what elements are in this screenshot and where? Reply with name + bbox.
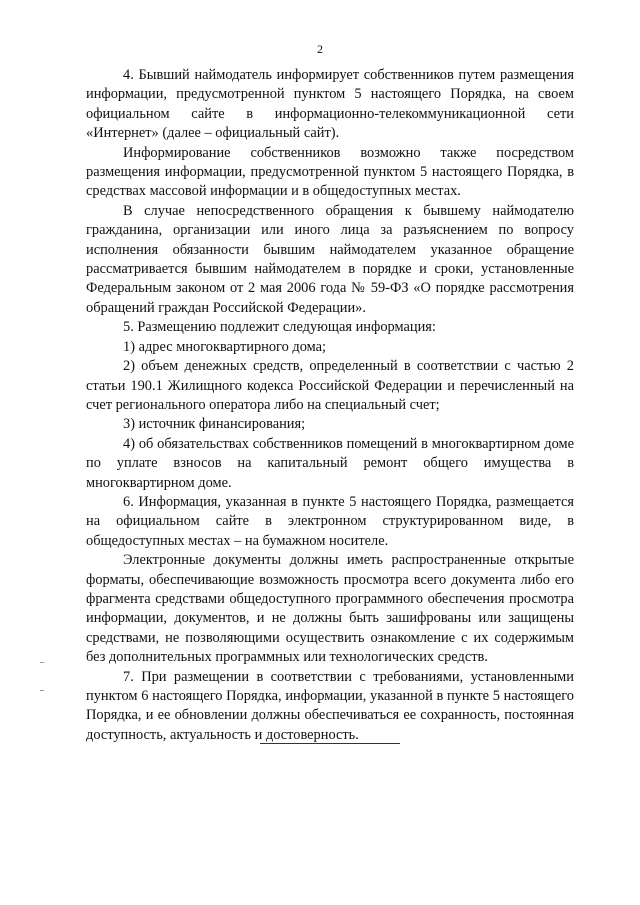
paragraph-7-preservation: 7. При размещении в соответствии с требованиями, установленными пунктом 6 настоящего Порядка, информации, указанной в пункте 5 настоящего Порядка, и ее обновлении должны обеспечиваться ее сохранность, постоянная доступность, актуальность и достоверность. xyxy=(86,668,574,743)
paragraph-electronic-formats: Электронные документы должны иметь распространенные открытые форматы, обеспечивающие возможность просмотра всего документа либо его фрагмента средствами общедоступного программного обеспечения просмотра информации, документов, и не должны быть зашифрованы или защищены средствами, не позволяющими осуществить ознакомление с их содержимым без дополнительных программных или технологических средств. xyxy=(86,552,574,666)
scan-artifact xyxy=(40,690,44,691)
paragraph-direct-request: В случае непосредственного обращения к бывшему наймодателю гражданина, организации или иного лица за разъяснением по вопросу исполнения обязанности бывшим наймодателем указанное обращение рассматривается бывшим наймодателем в порядке и сроки, установленные Федеральным законом от 2 мая 2006 года № 59-ФЗ «О порядке рассмотрения обращений граждан Российской Федерации». xyxy=(86,202,574,316)
end-of-text-rule xyxy=(260,743,400,744)
list-item-address: 1) адрес многоквартирного дома; xyxy=(123,338,327,355)
list-item-obligations: 4) об обязательствах собственников помещений в многоквартирном доме по уплате взносов на капитальный ремонт общего имущества в многоквартирном доме. xyxy=(86,435,574,491)
scan-artifact xyxy=(40,662,44,663)
paragraph-4-notification: 4. Бывший наймодатель информирует собственников путем размещения информации, предусмотренной пунктом 5 настоящего Порядка, на своем официальном сайте в информационно-телекоммуникационной сети «Интернет» (далее – официальный сайт). xyxy=(86,67,574,142)
document-body xyxy=(86,66,574,745)
list-item-funds: 2) объем денежных средств, определенный в соответствии с частью 2 статьи 190.1 Жилищного кодекса Российской Федерации и перечисленный на счет регионального оператора либо на специальный счет; xyxy=(86,358,574,413)
page-number: 2 xyxy=(317,42,323,56)
paragraph-6-placement: 6. Информация, указанная в пункте 5 настоящего Порядка, размещается на официальном сайте в электронном структурированном виде, в общедоступных местах – на бумажном носителе. xyxy=(86,493,574,549)
paragraph-informing-media: Информирование собственников возможно также посредством размещения информации, предусмотренной пунктом 5 настоящего Порядка, в средствах массовой информации и в общедоступных местах. xyxy=(86,144,574,200)
paragraph-5-heading: 5. Размещению подлежит следующая информация: xyxy=(123,319,436,336)
list-item-source: 3) источник финансирования; xyxy=(123,416,306,433)
